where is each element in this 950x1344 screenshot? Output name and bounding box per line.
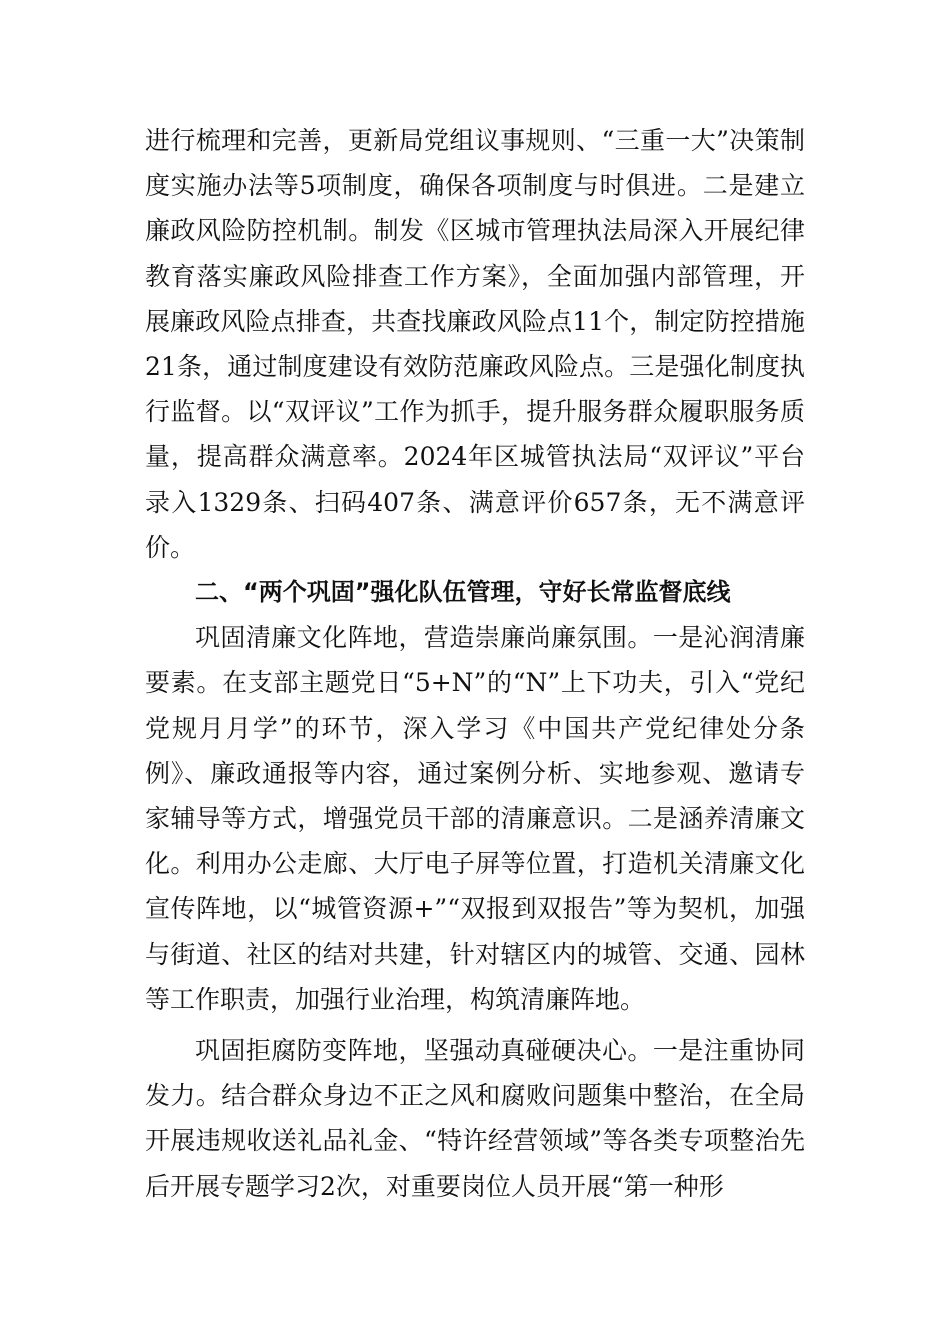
body-paragraph-continued: 进行梳理和完善，更新局党组议事规则、“三重一大”决策制度实施办法等5项制度，确保各项制度与时俱进。二是建立廉政风险防控机制。制发《区城市管理执法局深入开展纪律教育落实廉政风险排查工作方案》，全面加强内部管理，开展廉政风险点排查，共查找廉政风险点11个，制定防控措施21条，通过制度建设有效防范廉政风险点。三是强化制度执行监督。以“双评议”工作为抓手，提升服务群众履职服务质量，提高群众满意率。2024年区城管执法局“双评议”平台录入1329条、扫码407条、满意评价657条，无不满意评价。 bbox=[145, 126, 805, 562]
body-paragraph-culture: 巩固清廉文化阵地，营造崇廉尚廉氛围。一是沁润清廉要素。在支部主题党日“5+N”的“N”上下功夫，引入“党纪党规月月学”的环节，深入学习《中国共产党纪律处分条例》、廉政通报等内容，通过案例分析、实地参观、邀请专家辅导等方式，增强党员干部的清廉意识。二是涵养清廉文化。利用办公走廊、大厅电子屏等位置，打造机关清廉文化宣传阵地，以“城管资源+”“双报到双报告”等为契机，加强与街道、社区的结对共建，针对辖区内的城管、交通、园林等工作职责，加强行业治理，构筑清廉阵地。 bbox=[145, 623, 805, 1014]
section-heading: 二、“两个巩固”强化队伍管理，守好长常监督底线 bbox=[195, 578, 731, 607]
document-page bbox=[145, 118, 805, 1209]
body-paragraph-anticorruption: 巩固拒腐防变阵地，坚强动真碰硬决心。一是注重协同发力。结合群众身边不正之风和腐败问题集中整治，在全局开展违规收送礼品礼金、“特许经营领域”等各类专项整治先后开展专题学习2次，对重要岗位人员开展“第一种形 bbox=[145, 1036, 805, 1201]
